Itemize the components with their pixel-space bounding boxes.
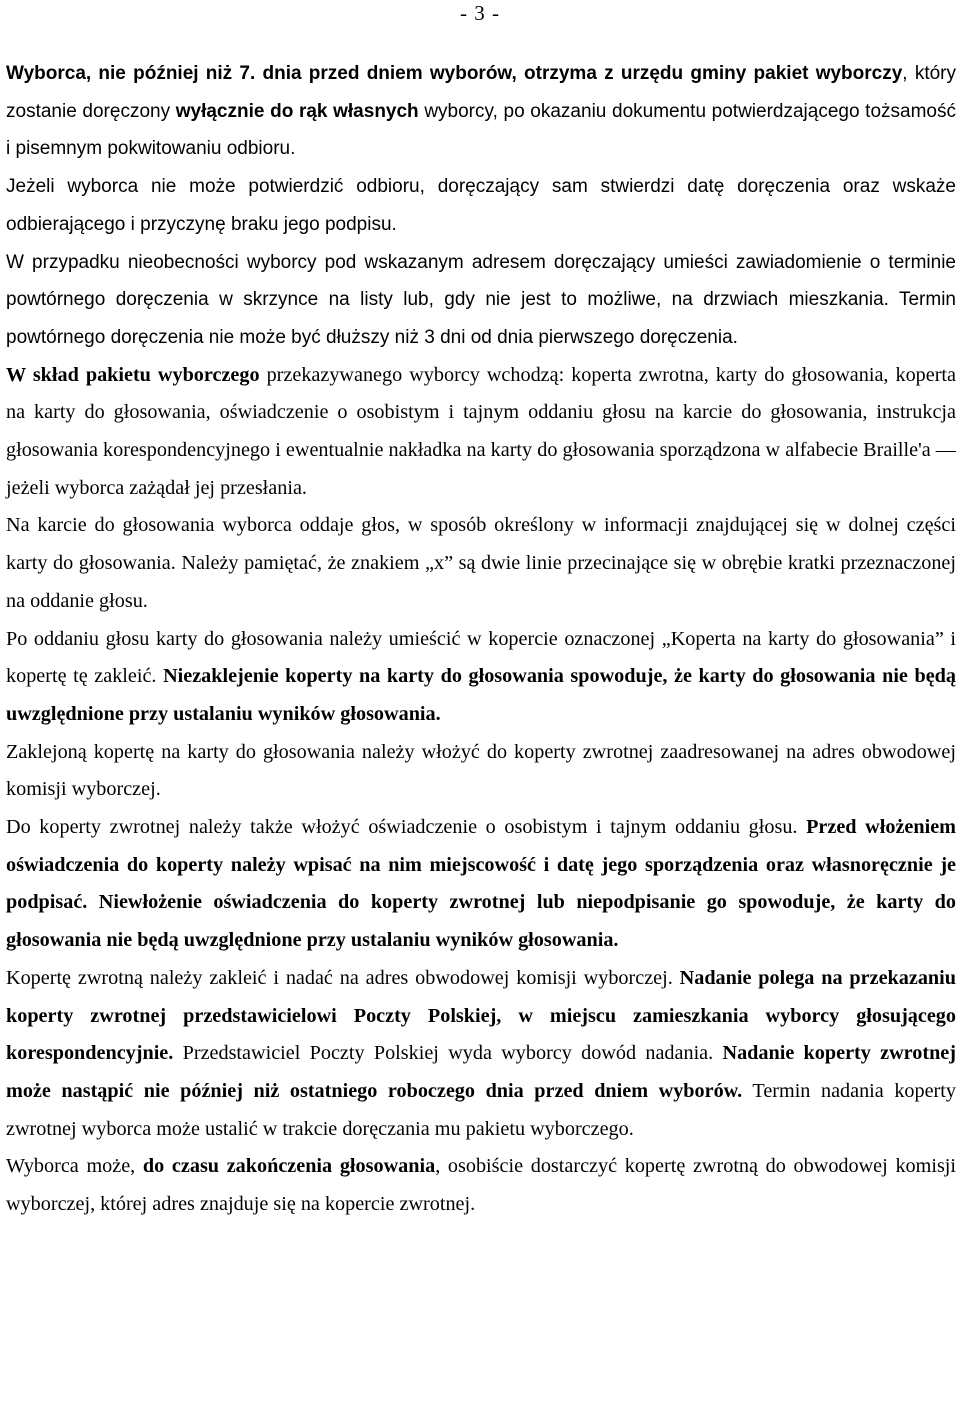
text: , osobiście dostarczyć kopertę zwrotną do obwodowej komisji wyborczej, której adres znajduje się na kopercie zwrotnej. <box>6 1155 957 1216</box>
paragraph-sending <box>6 960 956 1149</box>
text: Zaklejoną kopertę na karty do głosowania należy włożyć do koperty zwrotnej zaadresowanej na adres obwodowej komisji wyborczej. <box>6 740 956 801</box>
text: Po oddaniu głosu karty do głosowania należy umieścić w kopercie oznaczonej „Koperta na karty do głosowania” i kopertę tę zakleić. <box>6 627 956 688</box>
text: przekazywanego wyborcy wchodzą: koperta zwrotna, karty do głosowania, koperta na karty do głosowania, oświadczenie o osobistym i tajnym oddaniu głosu na karcie do głosowania, instrukcja głosowania korespondencyjnego i ewentualnie nakładka na karty do głosowania sporządzona w alfabecie Braille'a — jeżeli wyborca zażądał jej przesłania. <box>6 363 957 499</box>
text-bold: Nadanie polega na przekazaniu koperty zwrotnej przedstawicielowi Poczty Polskiej, w miejscu zamieszkania wyborcy głosującego korespondencyjnie. <box>6 966 956 1065</box>
page-number: - 3 - <box>460 1 500 25</box>
text: wyborcy, po okazaniu dokumentu potwierdzającego tożsamość i pisemnym pokwitowaniu odbioru. <box>6 100 956 160</box>
paragraph-voting-card <box>6 507 956 620</box>
paragraph-seal-envelope <box>6 621 956 734</box>
text: Jeżeli wyborca nie może potwierdzić odbioru, doręczający sam stwierdzi datę doręczenia oraz wskaże odbierającego i przyczynę braku jego podpisu. <box>6 176 956 235</box>
text: Na karcie do głosowania wyborca oddaje głos, w sposób określony w informacji znajdującej się w dolnej części karty do głosowania. Należy pamiętać, że znakiem „x” są dwie linie przecinające się w obrębie kratki przeznaczonej na oddanie głosu. <box>6 514 956 612</box>
text: , który zostanie doręczony <box>6 63 956 122</box>
paragraph-no-confirmation <box>6 168 956 243</box>
text: Do koperty zwrotnej należy także włożyć oświadczenie o osobistym i tajnym oddaniu głosu. <box>6 816 807 839</box>
paragraph-return-envelope <box>6 734 956 809</box>
paragraph-delivery <box>6 55 956 168</box>
text: Kopertę zwrotną należy zakleić i nadać na adres obwodowej komisji wyborczej. <box>6 966 680 989</box>
text-bold: do czasu zakończenia głosowania <box>142 1155 436 1178</box>
text: Wyborca może, <box>6 1155 143 1178</box>
text: Przedstawiciel Poczty Polskiej wyda wyborcy dowód nadania. <box>173 1042 723 1065</box>
document-body <box>6 55 956 1224</box>
paragraph-package-contents <box>6 357 956 508</box>
text-bold: Niezaklejenie koperty na karty do głosowania spowoduje, że karty do głosowania nie będą uwzględnione przy ustalaniu wyników głosowania. <box>6 665 956 725</box>
text: W przypadku nieobecności wyborcy pod wskazanym adresem doręczający umieści zawiadomienie o terminie powtórnego doręczenia w skrzynce na listy lub, gdy nie jest to możliwe, na drzwiach mieszkania. Termin powtórnego doręczenia nie może być dłuższy niż 3 dni od dnia pierwszego doręczenia. <box>6 251 956 348</box>
paragraph-personal-delivery <box>6 1148 956 1223</box>
text-bold: Wyborca, nie później niż 7. dnia przed dniem wyborów, otrzyma z urzędu gminy pakiet wyborczy <box>6 63 903 84</box>
text-bold: W skład pakietu wyborczego <box>6 363 260 386</box>
text-bold: wyłącznie do rąk własnych <box>175 100 419 122</box>
text-bold: Nadanie koperty zwrotnej może nastąpić nie później niż ostatniego roboczego dnia przed dniem wyborów. <box>6 1042 956 1102</box>
text: Termin nadania koperty zwrotnej wyborca może ustalić w trakcie doręczania mu pakietu wyborczego. <box>6 1079 956 1140</box>
paragraph-declaration <box>6 809 956 960</box>
paragraph-absence <box>6 244 956 357</box>
text-bold: Przed włożeniem oświadczenia do koperty należy wpisać na nim miejscowość i datę jego sporządzenia oraz własnoręcznie je podpisać. Niewłożenie oświadczenia do koperty zwrotnej lub niepodpisanie go spowoduje, że karty do głosowania nie będą uwzględnione przy ustalaniu wyników głosowania. <box>6 816 956 952</box>
